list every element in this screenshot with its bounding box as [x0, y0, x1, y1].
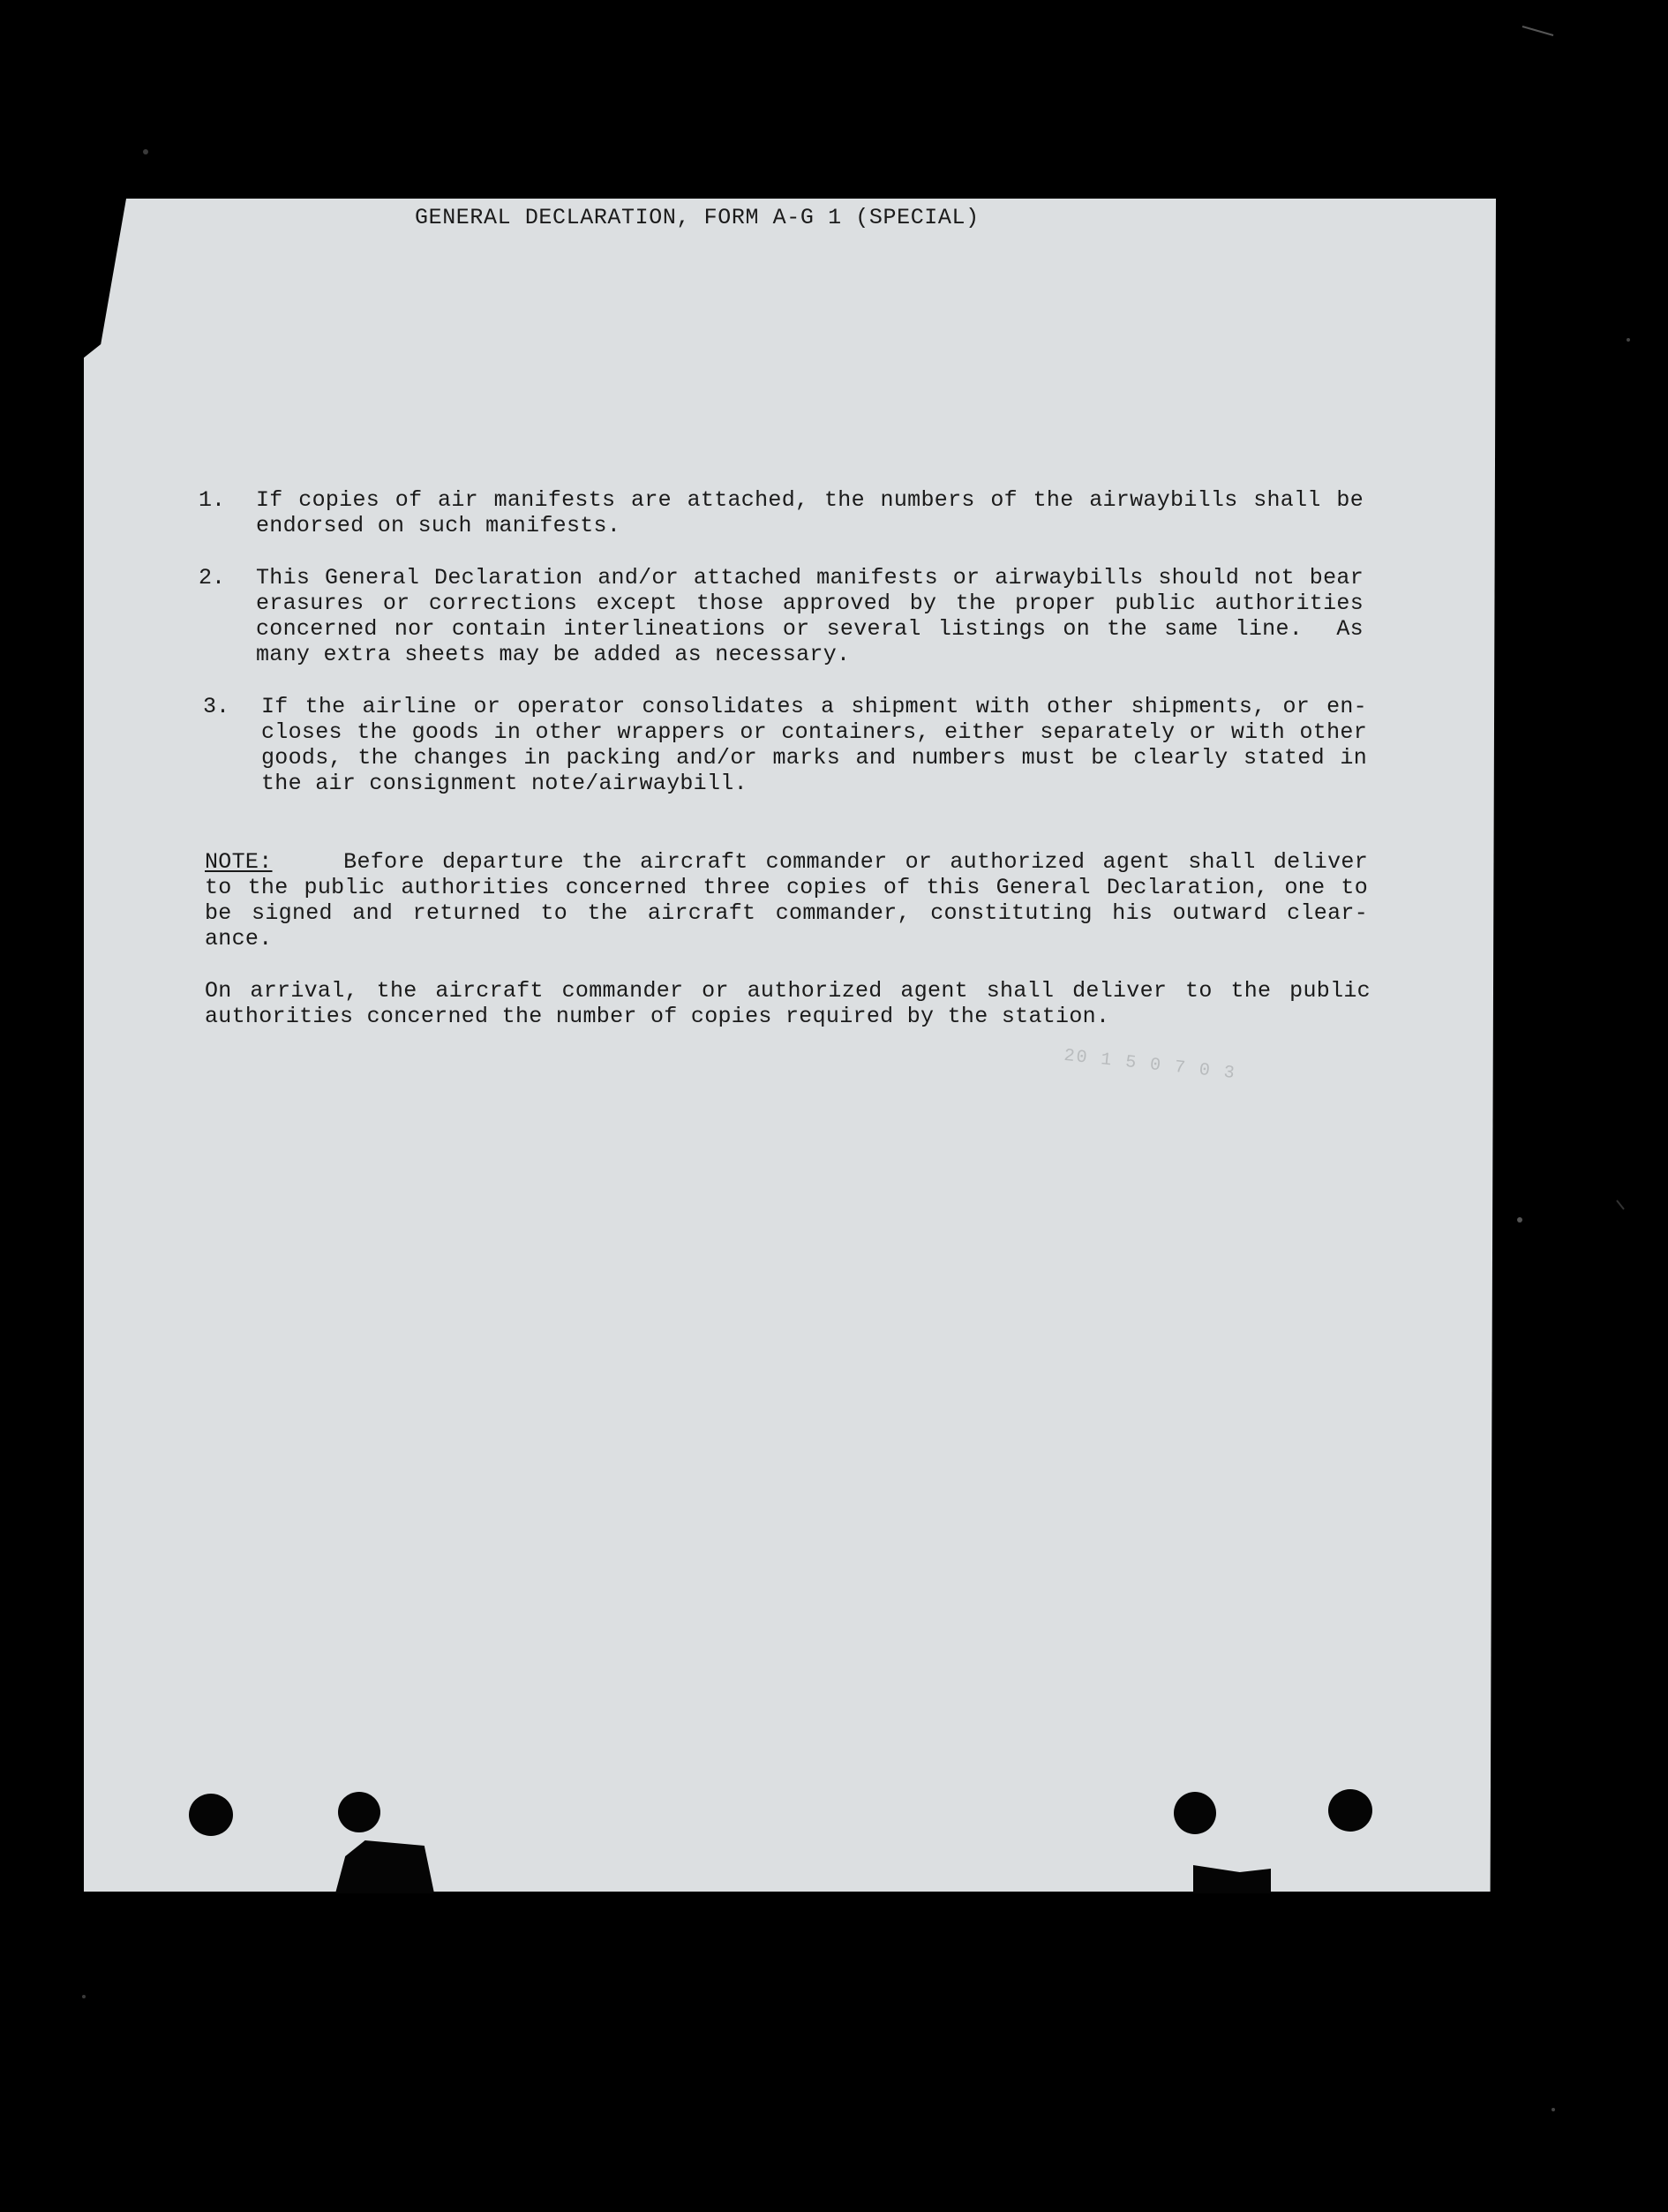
- document-page: [84, 199, 1496, 1892]
- item-2-line-3: concerned nor contain interlineations or several listings on the same line. As: [256, 616, 1364, 642]
- item-3-number: 3.: [203, 694, 230, 719]
- item-3-line-4: the air consignment note/airwaybill.: [261, 771, 748, 796]
- punch-hole: [1174, 1792, 1216, 1834]
- note-label: NOTE:: [205, 849, 273, 875]
- item-2-line-2: erasures or corrections except those approved by the proper public authorities: [256, 591, 1364, 616]
- item-1-line-2: endorsed on such manifests.: [256, 513, 621, 538]
- arrival-paragraph: [205, 978, 1371, 1029]
- punch-hole: [338, 1792, 380, 1832]
- punch-hole: [1328, 1789, 1372, 1832]
- arrival-line-2: authorities concerned the number of copies required by the station.: [205, 1004, 1110, 1029]
- note-line-2: to the public authorities concerned three copies of this General Declaration, one to: [205, 875, 1368, 900]
- note-first-line-text: Before departure the aircraft commander or authorized agent shall deliver: [343, 849, 1368, 875]
- item-3-text: [261, 694, 1367, 796]
- faint-stamp-number: 20 1 5 0 7 0 3: [1063, 1045, 1237, 1085]
- item-2-line-1: This General Declaration and/or attached manifests or airwaybills should not bear: [256, 565, 1364, 591]
- note-line-4: ance.: [205, 926, 273, 952]
- punch-hole: [189, 1794, 233, 1836]
- item-1-text: [256, 487, 1364, 538]
- item-1-line-1: If copies of air manifests are attached, the numbers of the airwaybills shall be: [256, 487, 1364, 513]
- item-1-number: 1.: [199, 487, 226, 513]
- item-2-line-4: many extra sheets may be added as necessary.: [256, 642, 851, 667]
- note-paragraph: [205, 849, 1368, 952]
- document-title: GENERAL DECLARATION, FORM A-G 1 (SPECIAL): [415, 205, 980, 230]
- note-line-3: be signed and returned to the aircraft commander, constituting his outward clear-: [205, 900, 1368, 926]
- item-3-line-2: closes the goods in other wrappers or containers, either separately or with other: [261, 719, 1367, 745]
- item-2-text: [256, 565, 1364, 667]
- note-first-line: [205, 849, 1368, 875]
- arrival-line-1: On arrival, the aircraft commander or authorized agent shall deliver to the public: [205, 978, 1371, 1004]
- item-3-line-1: If the airline or operator consolidates a shipment with other shipments, or en-: [261, 694, 1367, 719]
- item-2-number: 2.: [199, 565, 226, 591]
- item-3-line-3: goods, the changes in packing and/or marks and numbers must be clearly stated in: [261, 745, 1367, 771]
